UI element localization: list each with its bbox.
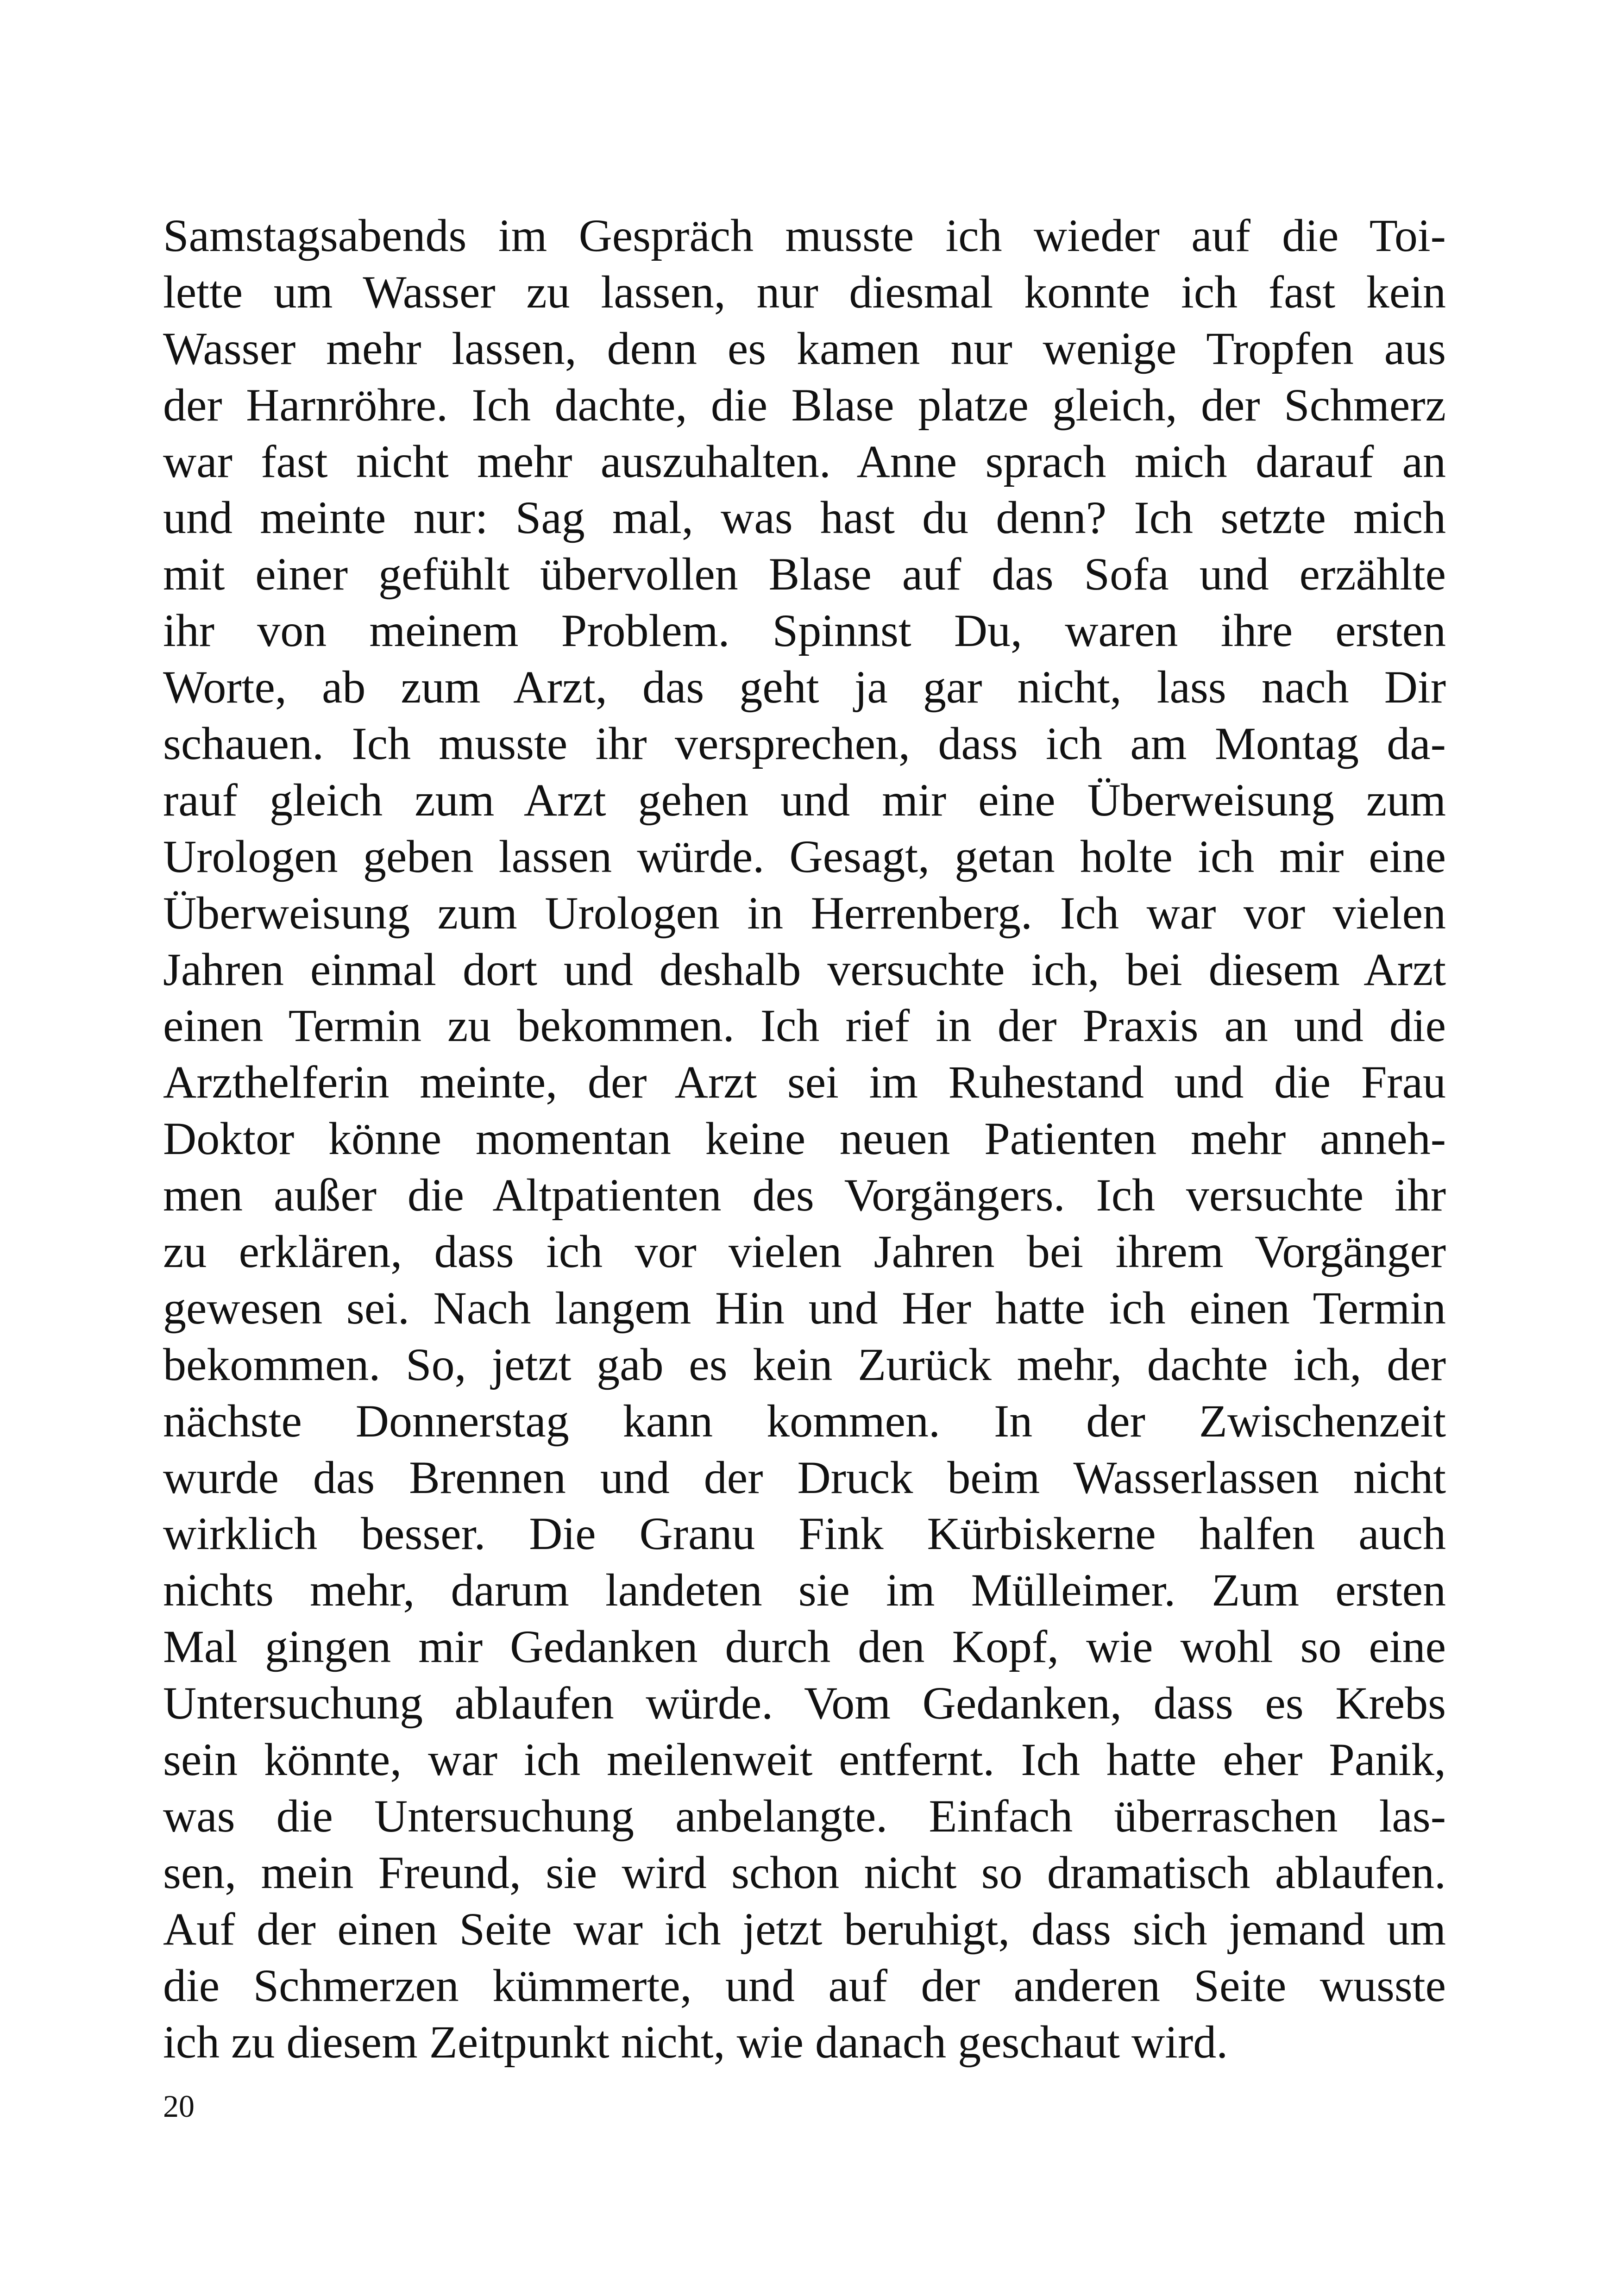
text-line: zu erklären, dass ich vor vielen Jahren bei ihrem Vorgänger: [163, 1226, 1446, 1278]
text-line: nächste Donnerstag kann kommen. In der Zwischenzeit: [163, 1395, 1446, 1447]
text-line: sen, mein Freund, sie wird schon nicht so dramatisch ablaufen.: [163, 1846, 1446, 1898]
text-line: Doktor könne momentan keine neuen Patienten mehr anneh-: [163, 1113, 1446, 1165]
text-line: Samstagsabends im Gespräch musste ich wieder auf die Toi-: [163, 210, 1446, 261]
text-line: Mal gingen mir Gedanken durch den Kopf, wie wohl so eine: [163, 1621, 1446, 1673]
text-line: und meinte nur: Sag mal, was hast du denn? Ich setzte mich: [163, 492, 1446, 544]
text-line: gewesen sei. Nach langem Hin und Her hatte ich einen Termin: [163, 1282, 1446, 1334]
text-line: einen Termin zu bekommen. Ich rief in der Praxis an und die: [163, 1000, 1446, 1052]
body-text: [163, 207, 1446, 2070]
text-line: rauf gleich zum Arzt gehen und mir eine Überweisung zum: [163, 774, 1446, 826]
text-line: was die Untersuchung anbelangte. Einfach überraschen las-: [163, 1790, 1446, 1842]
text-line: mit einer gefühlt übervollen Blase auf das Sofa und erzählte: [163, 548, 1446, 600]
text-line: nichts mehr, darum landeten sie im Mülleimer. Zum ersten: [163, 1564, 1446, 1616]
text-line: Urologen geben lassen würde. Gesagt, getan holte ich mir eine: [163, 830, 1446, 882]
text-line: schauen. Ich musste ihr versprechen, dass ich am Montag da-: [163, 718, 1446, 770]
text-line: men außer die Altpatienten des Vorgängers. Ich versuchte ihr: [163, 1169, 1446, 1221]
text-line: war fast nicht mehr auszuhalten. Anne sprach mich darauf an: [163, 435, 1446, 487]
text-line: wurde das Brennen und der Druck beim Wasserlassen nicht: [163, 1451, 1446, 1503]
text-line: bekommen. So, jetzt gab es kein Zurück mehr, dachte ich, der: [163, 1338, 1446, 1390]
text-line: der Harnröhre. Ich dachte, die Blase platze gleich, der Schmerz: [163, 379, 1446, 431]
text-line: ihr von meinem Problem. Spinnst Du, waren ihre ersten: [163, 605, 1446, 657]
text-line: Jahren einmal dort und deshalb versuchte ich, bei diesem Arzt: [163, 943, 1446, 995]
page-number: 20: [163, 2089, 195, 2124]
text-line: Auf der einen Seite war ich jetzt beruhigt, dass sich jemand um: [163, 1903, 1446, 1955]
text-line: wirklich besser. Die Granu Fink Kürbiskerne halfen auch: [163, 1508, 1446, 1560]
text-line: sein könnte, war ich meilenweit entfernt. Ich hatte eher Panik,: [163, 1734, 1446, 1786]
text-line: Wasser mehr lassen, denn es kamen nur wenige Tropfen aus: [163, 322, 1446, 374]
text-line: Überweisung zum Urologen in Herrenberg. Ich war vor vielen: [163, 887, 1446, 939]
text-line: ich zu diesem Zeitpunkt nicht, wie danach geschaut wird.: [163, 2016, 1228, 2068]
text-line: Worte, ab zum Arzt, das geht ja gar nicht, lass nach Dir: [163, 661, 1446, 713]
text-line: lette um Wasser zu lassen, nur diesmal konnte ich fast kein: [163, 266, 1446, 318]
text-line: die Schmerzen kümmerte, und auf der anderen Seite wusste: [163, 1959, 1446, 2011]
text-line: Untersuchung ablaufen würde. Vom Gedanken, dass es Krebs: [163, 1677, 1446, 1729]
text-line: Arzthelferin meinte, der Arzt sei im Ruhestand und die Frau: [163, 1056, 1446, 1108]
